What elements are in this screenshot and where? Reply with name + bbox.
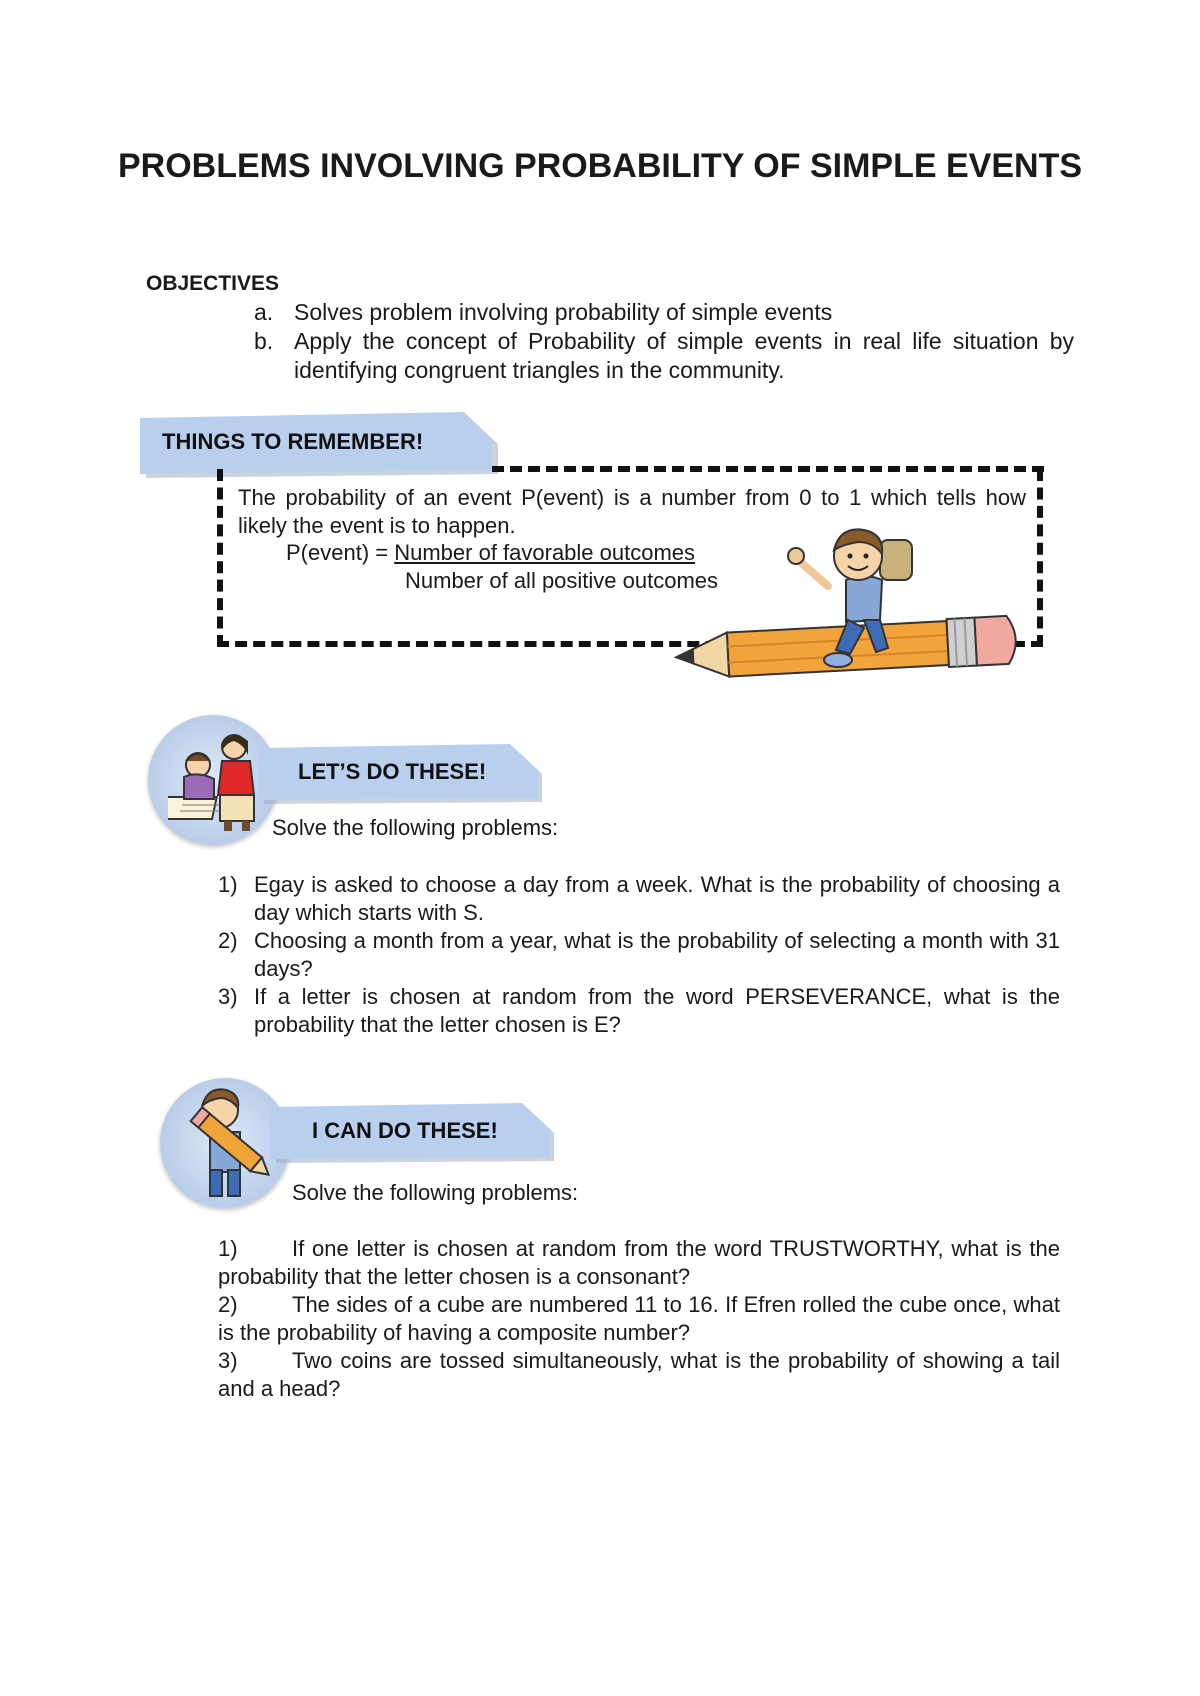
formula-denominator: Number of all positive outcomes	[405, 568, 719, 593]
problem-number: 2)	[218, 928, 238, 953]
objectives-list	[254, 298, 1074, 385]
list-item	[218, 1291, 1060, 1347]
problem-number: 3)	[218, 984, 238, 1009]
lets-do-tab-label: LET’S DO THESE!	[298, 759, 487, 784]
list-item	[218, 871, 1060, 927]
problem-text: Two coins are tossed simultaneously, what is the probability of showing a tail and a head?	[218, 1348, 1060, 1401]
teacher-and-student-icon	[168, 725, 264, 833]
problem-text: Egay is asked to choose a day from a week. What is the probability of choosing a day which starts with S.	[254, 872, 1060, 925]
list-item	[218, 983, 1060, 1039]
boy-on-pencil-illustration	[668, 520, 1038, 685]
probability-definition: The probability of an event P(event) is a number from 0 to 1 which tells how likely the event is to happen.	[238, 485, 1026, 538]
objective-marker: b.	[254, 328, 274, 354]
list-item	[218, 927, 1060, 983]
page-title: PROBLEMS INVOLVING PROBABILITY OF SIMPLE EVENTS	[117, 147, 1083, 185]
i-can-do-tab-label: I CAN DO THESE!	[312, 1118, 498, 1143]
objectives-heading: OBJECTIVES	[146, 272, 280, 295]
i-can-do-tab	[272, 1104, 554, 1162]
problem-text: If one letter is chosen at random from the word TRUSTWORTHY, what is the probability that the letter chosen is a consonant?	[218, 1236, 1060, 1289]
remember-tab-label: THINGS TO REMEMBER!	[162, 429, 424, 454]
problem-number: 1)	[218, 872, 238, 897]
objective-marker: a.	[254, 299, 274, 325]
lets-do-problem-list	[218, 871, 1060, 1039]
formula-numerator: Number of favorable outcomes	[394, 540, 696, 565]
probability-formula	[286, 540, 695, 566]
list-item	[218, 1235, 1060, 1291]
i-can-do-intro: Solve the following problems:	[292, 1180, 579, 1205]
objective-item	[254, 327, 1074, 385]
lets-do-intro: Solve the following problems:	[272, 815, 559, 840]
formula-lhs: P(event) =	[286, 540, 395, 565]
problem-text: Choosing a month from a year, what is the probability of selecting a month with 31 days?	[254, 928, 1060, 981]
problem-number: 2)	[218, 1292, 238, 1317]
boy-holding-pencil-icon	[180, 1082, 276, 1202]
problem-text: The sides of a cube are numbered 11 to 16. If Efren rolled the cube once, what is the probability of having a composite number?	[218, 1292, 1060, 1345]
i-can-do-problem-list	[218, 1235, 1060, 1403]
objective-text: Solves problem involving probability of simple events	[294, 299, 833, 325]
problem-number: 1)	[218, 1236, 238, 1261]
objective-item	[254, 298, 1074, 327]
problem-text: If a letter is chosen at random from the word PERSEVERANCE, what is the probability that the letter chosen is E?	[254, 984, 1060, 1037]
problem-number: 3)	[218, 1348, 238, 1373]
objective-text: Apply the concept of Probability of simple events in real life situation by identifying congruent triangles in the community.	[294, 328, 1074, 383]
lets-do-tab	[260, 745, 542, 803]
list-item	[218, 1347, 1060, 1403]
